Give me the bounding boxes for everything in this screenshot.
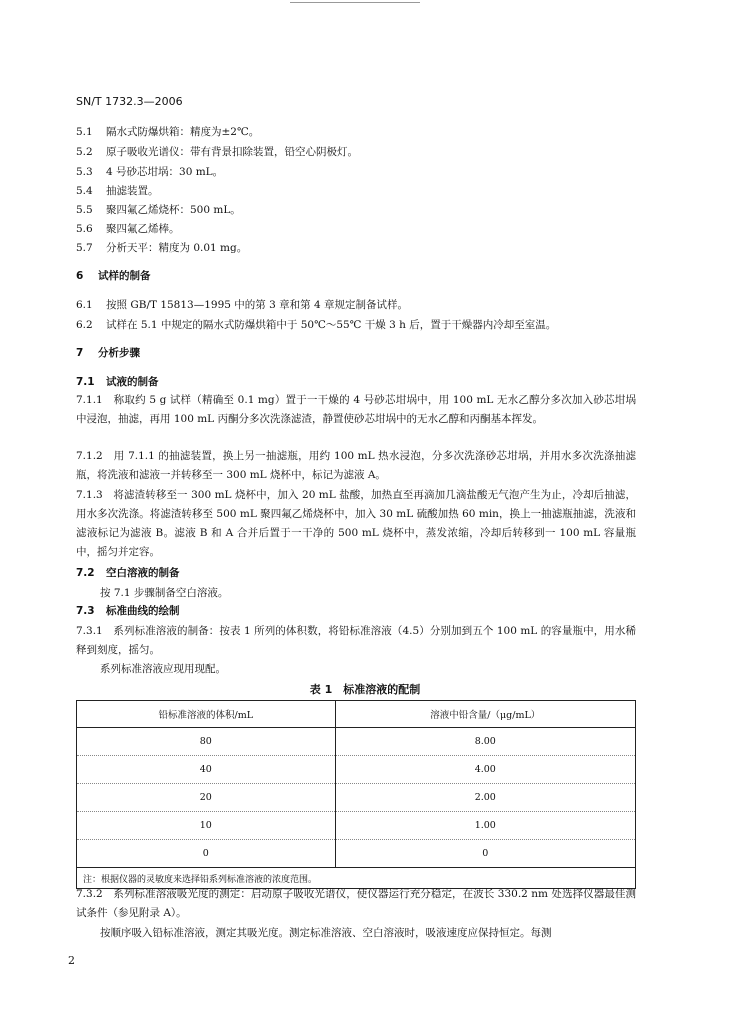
paragraph: 7.1.3 将滤渣转移至一 300 mL 烧杯中，加入 20 mL 盐酸，加热直至再滴加几滴盐酸无气泡产生为止，冷却后抽滤，用水多次洗涤。将滤渣转移至 500 mL 聚四氟乙烯烧杯中，加入 30 mL 硫酸加热 60 min，换上一抽滤瓶抽滤，洗液和滤液标记为滤液 B。滤液 B 和 A 合并后置于一干净的 500 mL 烧杯中，蒸发浓缩，冷却后转移到一 100 mL 容量瓶中，摇匀并定容。 bbox=[76, 489, 636, 558]
subsection-heading: 7.3 标准曲线的绘制 bbox=[76, 605, 180, 617]
table-note: 注：根据仪器的灵敏度来选择铅系列标准溶液的浓度范围。 bbox=[77, 868, 636, 889]
list-item: 5.3 4 号砂芯坩埚：30 mL。 bbox=[76, 166, 224, 178]
list-item: 6.1 按照 GB/T 15813—1995 中的第 3 章和第 4 章规定制备试样。 bbox=[76, 299, 408, 311]
paragraph: 按 7.1 步骤制备空白溶液。 bbox=[100, 587, 229, 599]
section-heading: 7 分析步骤 bbox=[76, 347, 140, 359]
table-row: 0 0 bbox=[77, 840, 636, 868]
paragraph: 按顺序吸入铅标准溶液，测定其吸光度。测定标准溶液、空白溶液时，吸液速度应保持恒定。每测 bbox=[100, 927, 552, 939]
paragraph: 7.3.2 系列标准溶液吸光度的测定：启动原子吸收光谱仪，使仪器运行充分稳定，在波长 330.2 nm 处选择仪器最佳测试条件（参见附录 A）。 bbox=[76, 888, 636, 919]
top-rule bbox=[290, 2, 420, 3]
list-item: 5.6 聚四氟乙烯棒。 bbox=[76, 223, 180, 235]
list-item: 5.7 分析天平：精度为 0.01 mg。 bbox=[76, 242, 248, 254]
paragraph: 7.1.1 称取约 5 g 试样（精确至 0.1 mg）置于一干燥的 4 号砂芯坩埚中，用 100 mL 无水乙醇分多次加入砂芯坩埚中浸泡，抽滤，再用 100 mL 丙酮分多次洗涤滤渣，静置使砂芯坩埚中的无水乙醇和丙酮基本挥发。 bbox=[76, 394, 636, 425]
list-item: 6.2 试样在 5.1 中规定的隔水式防爆烘箱中于 50℃～55℃ 干燥 3 h 后，置于干燥器内冷却至室温。 bbox=[76, 319, 557, 331]
table-row: 80 8.00 bbox=[77, 728, 636, 756]
list-item: 5.4 抽滤装置。 bbox=[76, 185, 159, 197]
section-heading: 6 试样的制备 bbox=[76, 270, 151, 282]
table-row: 10 1.00 bbox=[77, 812, 636, 840]
subsection-heading: 7.2 空白溶液的制备 bbox=[76, 567, 180, 579]
table-header-volume: 铅标准溶液的体积/mL bbox=[77, 701, 336, 728]
list-item: 5.2 原子吸收光谱仪：带有背景扣除装置，铅空心阴极灯。 bbox=[76, 146, 358, 158]
table-row: 20 2.00 bbox=[77, 784, 636, 812]
doc-number: SN/T 1732.3—2006 bbox=[76, 95, 183, 108]
list-item: 5.1 隔水式防爆烘箱：精度为±2℃。 bbox=[76, 126, 260, 138]
page-number: 2 bbox=[68, 954, 75, 967]
table-header-content: 溶液中铅含量/（μg/mL） bbox=[335, 701, 635, 728]
table-caption: 表 1 标准溶液的配制 bbox=[309, 683, 421, 696]
list-item: 5.5 聚四氟乙烯烧杯：500 mL。 bbox=[76, 204, 241, 216]
paragraph: 7.1.2 用 7.1.1 的抽滤装置，换上另一抽滤瓶，用约 100 mL 热水浸泡，分多次洗涤砂芯坩埚，并用水多次洗涤抽滤瓶，将洗液和滤液一并转移至一 300 mL 烧杯中，标记为滤液 A。 bbox=[76, 450, 636, 481]
paragraph: 7.3.1 系列标准溶液的制备：按表 1 所列的体积数，将铅标准溶液（4.5）分别加到五个 100 mL 的容量瓶中，用水稀释到刻度，摇匀。 bbox=[76, 625, 636, 656]
subsection-heading: 7.1 试液的制备 bbox=[76, 376, 159, 388]
table-row: 40 4.00 bbox=[77, 756, 636, 784]
paragraph: 系列标准溶液应现用现配。 bbox=[100, 663, 226, 675]
standard-solution-table bbox=[76, 700, 636, 889]
